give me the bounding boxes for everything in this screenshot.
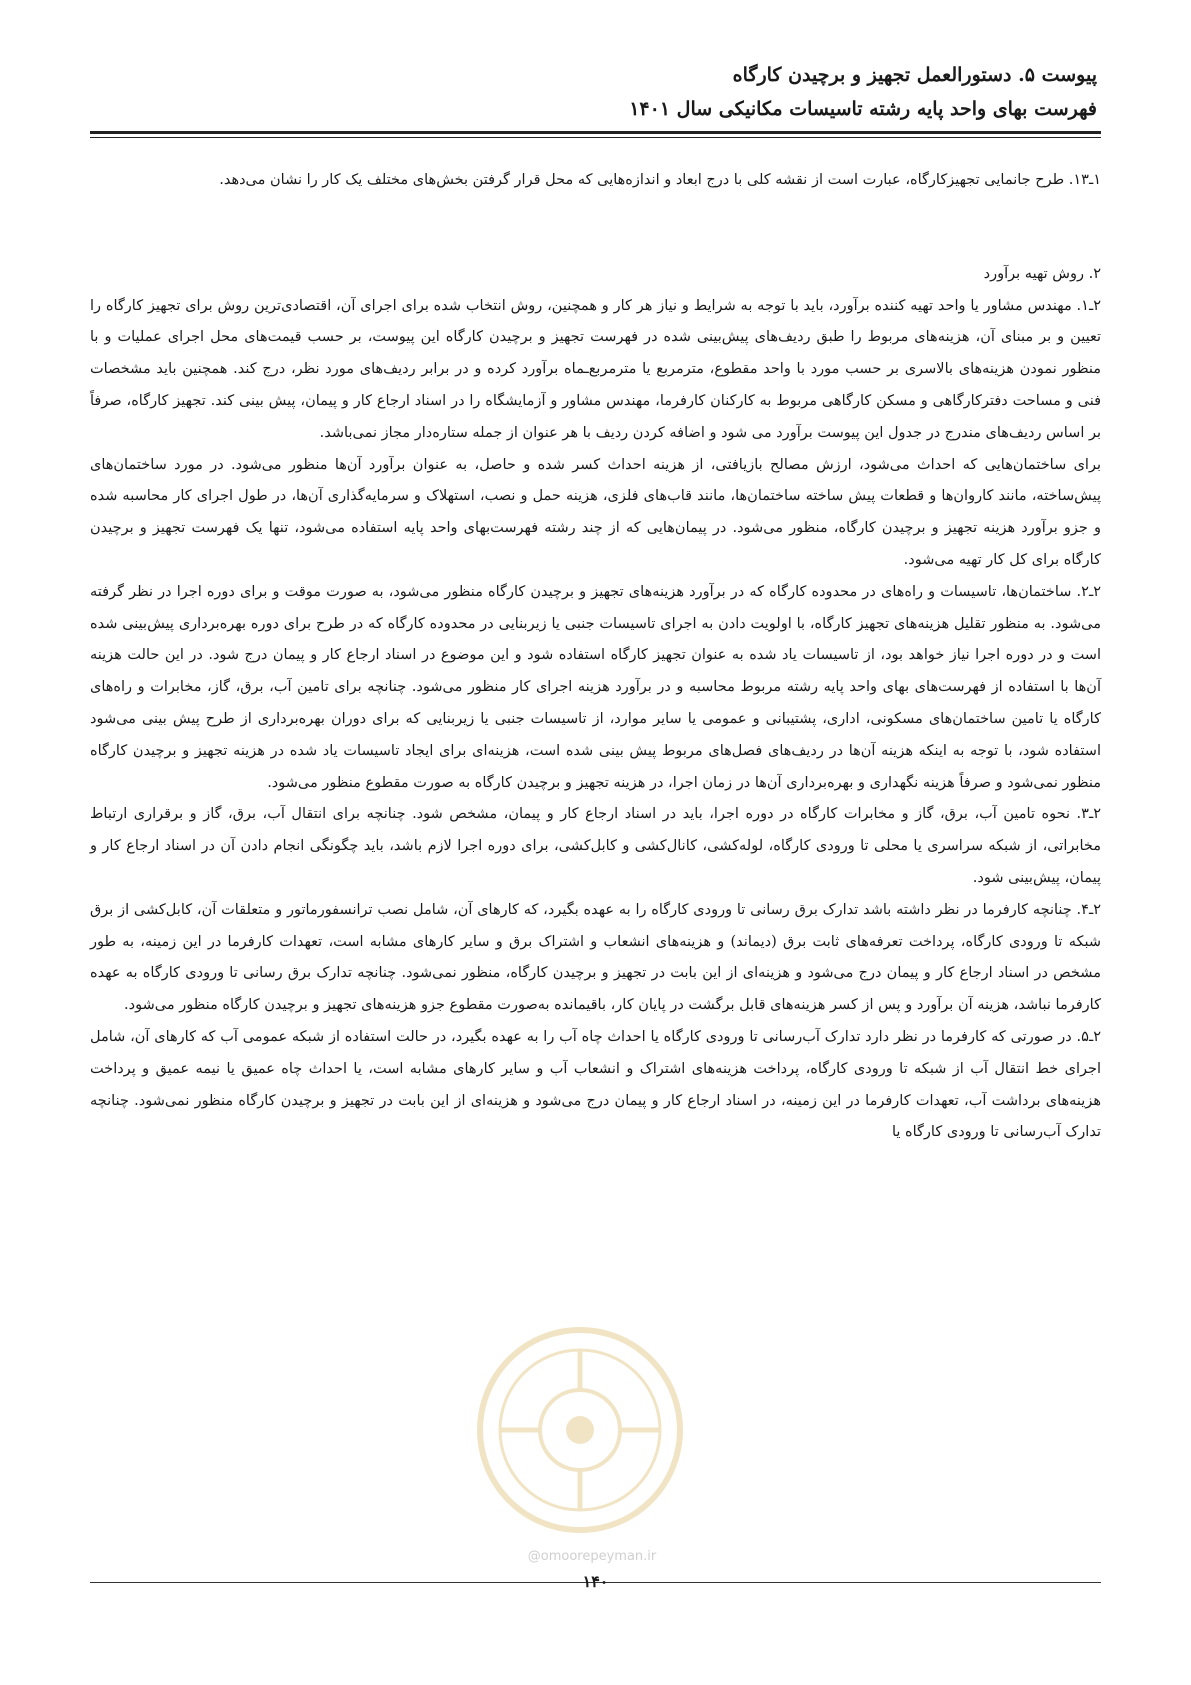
- watermark-url: @omoorepeyman.ir: [527, 1549, 657, 1564]
- page-header: [94, 58, 1097, 126]
- section-heading-2: ۲. روش تهیه برآورد: [983, 265, 1101, 282]
- page-number: ۱۴۰: [582, 1572, 609, 1591]
- paragraph-gap: [90, 197, 1101, 259]
- paragraph-2-1-continued: برای ساختمان‌هایی که احداث می‌شود، ارزش مصالح بازیافتی، از هزینه احداث کسر شده و حاصل، به عنوان برآورد آن‌ها منظور می‌شود. در مورد ساختمان‌های پیش‌ساخته، مانند کاروان‌ها و قطعات پیش ساخته ساختمان‌ها، مانند قاب‌های فلزی، هزینه حمل و نصب، استهلاک و سرمایه‌گذاری آن‌ها، در طول اجرای کار محاسبه شده و جزو برآورد هزینه تجهیز و برچیدن کارگاه، منظور می‌شود. در پیمان‌هایی که از چند رشته فهرست‌بهای واحد پایه استفاده می‌شود، تنها یک فهرست تجهیز و برچیدن کارگاه برای کل کار تهیه می‌شود.: [90, 456, 1101, 568]
- paragraph-2-4: ۲ـ۴. چنانچه کارفرما در نظر داشته باشد تدارک برق رسانی تا ورودی کارگاه را به عهده بگیرد، که کارهای آن، شامل نصب ترانسفورماتور و متعلقات آن، کابل‌کشی از برق شبکه تا ورودی کارگاه، پرداخت تعرفه‌های ثابت برق (دیماند) و هزینه‌های انشعاب و اشتراک برق و سایر کارهای مشابه است، تعهدات کارفرما در این زمینه، به طور مشخص در اسناد ارجاع کار و پیمان درج می‌شود و هزینه‌ای از این بابت در تجهیز و برچیدن کارگاه، منظور نمی‌شود. چنانچه تدارک برق رسانی تا ورودی کارگاه به عهده کارفرما نباشد، هزینه آن برآورد و پس از کسر هزینه‌های قابل برگشت در پایان کار، باقیمانده به‌صورت مقطوع جزو هزینه‌های تجهیز و برچیدن کارگاه منظور می‌شود.: [90, 901, 1101, 1014]
- paragraph-1-13: ۱ـ۱۳. طرح جانمایی تجهیزکارگاه، عبارت است از نقشه کلی با درج ابعاد و اندازه‌هایی که محل قرار گرفتن بخش‌های مختلف یک کار را نشان می‌دهد.: [219, 172, 1101, 188]
- stamp-watermark-icon: [470, 1320, 690, 1540]
- header-title: پیوست ۵. دستورالعمل تجهیز و برچیدن کارگاه: [732, 64, 1097, 86]
- paragraph-2-5: ۲ـ۵. در صورتی که کارفرما در نظر دارد تدارک آب‌رسانی تا ورودی کارگاه یا احداث چاه آب را به عهده بگیرد، در حالت استفاده از شبکه عمومی آب که کارهای آن، شامل اجرای خط انتقال آب از شبکه تا ورودی کارگاه، پرداخت هزینه‌های اشتراک و انشعاب آب و سایر کارهای مشابه است، یا احداث چاه عمیق یا نیمه عمیق و پرداخت هزینه‌های برداشت آب، تعهدات کارفرما در این زمینه، در اسناد ارجاع کار و پیمان درج می‌شود و هزینه‌ای از این بابت در تجهیز و برچیدن کارگاه منظور نمی‌شود. چنانچه تدارک آب‌رسانی تا ورودی کارگاه یا: [90, 1028, 1101, 1141]
- header-rule-thick: [90, 131, 1101, 134]
- paragraph-2-3: ۲ـ۳. نحوه تامین آب، برق، گاز و مخابرات کارگاه در دوره اجرا، باید در اسناد ارجاع کار و پیمان، مشخص شود. چنانچه برای انتقال آب، برق، گاز و برقراری ارتباط مخابراتی، از شبکه سراسری یا محلی تا ورودی کارگاه، لوله‌کشی، کانال‌کشی و کابل‌کشی، برای دوره اجرا لازم باشد، باید چگونگی انجام دادن آن در اسناد ارجاع کار و پیمان، پیش‌بینی شود.: [90, 806, 1101, 886]
- header-rule-thin: [90, 137, 1101, 138]
- paragraph-2-1: ۲ـ۱. مهندس مشاور یا واحد تهیه کننده برآورد، باید با توجه به شرایط و نیاز هر کار و همچنین، روش انتخاب شده برای اجرای آن، اقتصادی‌ترین روش برای تجهیز کارگاه را تعیین و بر مبنای آن، هزینه‌های مربوط را طبق ردیف‌های پیش‌بینی شده در فهرست تجهیز و برچیدن کارگاه این پیوست، بر حسب قیمت‌های محل اجرای عملیات و با منظور نمودن هزینه‌های بالاسری بر حسب مورد با واحد مقطوع، مترمربع یا مترمربع‌ـماه برآورد کرده و در برابر ردیف‌های مورد نظر، درج کند. همچنین باید مشخصات فنی و مساحت دفترکارگاهی و مسکن کارگاهی مربوط به کارکنان کارفرما، مهندس مشاور و آزمایشگاه را در اسناد ارجاع کار و پیمان، پیش بینی کند. تجهیز کارگاه، صرفاً بر اساس ردیف‌های مندرج در جدول این پیوست برآورد می شود و اضافه کردن ردیف با هر عنوان از جمله ستاره‌دار مجاز نمی‌باشد.: [90, 297, 1101, 441]
- document-body: [90, 165, 1101, 1149]
- header-subtitle: فهرست بهای واحد پایه رشته تاسیسات مکانیکی سال ۱۴۰۱: [629, 98, 1097, 120]
- paragraph-2-2: ۲ـ۲. ساختمان‌ها، تاسیسات و راه‌های در محدوده کارگاه که در برآورد هزینه‌های تجهیز و برچیدن کارگاه منظور می‌شود، به صورت موقت و برای دوره اجرا در نظر گرفته می‌شود. به منظور تقلیل هزینه‌های تجهیز کارگاه، با اولویت دادن به اجرای تاسیسات جنبی یا زیربنایی در محدوده کارگاه که در طرح برای دوره بهره‌برداری پیش‌بینی شده است و در دوره اجرا نیاز خواهد بود، از تاسیسات یاد شده به عنوان تجهیز کارگاه استفاده شود و این موضوع در اسناد ارجاع کار و پیمان درج شود. در این حالت هزینه آن‌ها با استفاده از فهرست‌های بهای واحد پایه رشته مربوط محاسبه و در برآورد هزینه اجرای کار منظور می‌شود. چنانچه برای تامین آب، برق، گاز، مخابرات و راه‌های کارگاه یا تامین ساختمان‌های مسکونی، اداری، پشتیبانی و عمومی یا سایر موارد، از تاسیسات جنبی یا زیربنایی که برای دوران بهره‌برداری از طرح پیش بینی می‌شود استفاده شود، با توجه به اینکه هزینه آن‌ها در ردیف‌های فصل‌های مربوط پیش بینی شده است، هزینه‌ای برای ایجاد تاسیسات یاد شده در هزینه تجهیز و برچیدن کارگاه منظور نمی‌شود و صرفاً هزینه نگهداری و بهره‌برداری آن‌ها در زمان اجرا، در هزینه تجهیز و برچیدن کارگاه به صورت مقطوع منظور می‌شود.: [90, 583, 1101, 791]
